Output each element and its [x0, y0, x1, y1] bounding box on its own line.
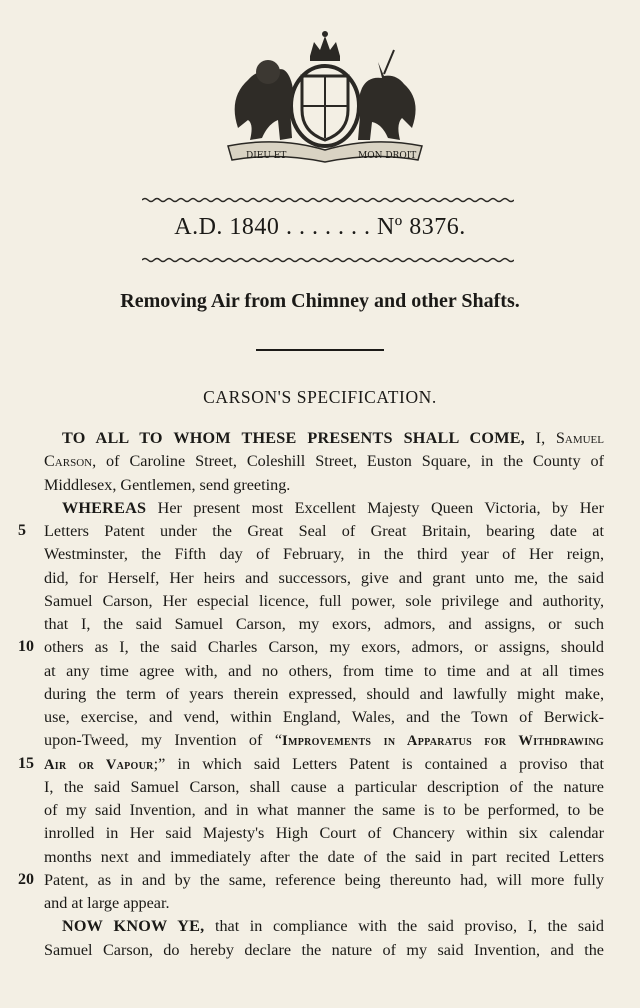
text-line	[44, 683, 604, 706]
text-segment: others as I, the said Charles Carson, my exors, admors, or assigns, should	[44, 638, 604, 657]
text-line	[44, 497, 604, 520]
text-line	[44, 567, 604, 590]
royal-coat-of-arms-icon	[218, 28, 432, 166]
motto-right: MON DROIT	[358, 151, 417, 161]
text-line	[44, 450, 604, 473]
text-line	[44, 613, 604, 636]
text-line	[44, 939, 604, 962]
text-segment: I, the said Samuel Carson, shall cause a particular description of the nature	[44, 777, 604, 796]
text-segment: during the term of years therein expressed, should and lawfully might make,	[44, 684, 604, 703]
text-line	[44, 753, 604, 776]
text-line	[44, 892, 604, 915]
margin-line-number: 10	[18, 638, 34, 656]
text-line	[44, 869, 604, 892]
text-segment: Carson,	[44, 452, 97, 471]
text-segment: Samuel	[555, 429, 604, 447]
text-line	[44, 427, 604, 450]
text-segment: Letters Patent under the Great Seal of Great Britain, bearing date at	[44, 522, 604, 540]
text-line	[44, 636, 604, 659]
text-line	[44, 520, 604, 543]
text-segment: upon-Tweed, my Invention of “	[44, 731, 283, 750]
text-segment: and at large appear.	[44, 894, 170, 912]
margin-line-number: 20	[18, 870, 34, 888]
text-segment: Improvements in Apparatus for Withdrawing	[282, 733, 604, 750]
specification-heading: CARSON'S SPECIFICATION.	[203, 387, 437, 407]
text-segment: WHEREAS	[62, 498, 147, 517]
text-segment: Samuel Carson, Her especial licence, full power, sole privilege and authority,	[44, 591, 604, 610]
document-title: Removing Air from Chimney and other Shafts.	[120, 290, 520, 312]
text-line	[44, 776, 604, 799]
text-segment: that in compliance with the said proviso, I, the said	[204, 917, 605, 936]
text-segment: of Caroline Street, Coleshill Street, Euston Square, in the County of	[96, 452, 604, 471]
text-segment: Middlesex, Gentlemen, send greeting.	[44, 475, 291, 494]
text-segment: at any time agree with, and no others, from time to time and at all times	[44, 661, 604, 680]
text-segment: Patent, as in and by the same, reference being thereunto had, will more fully	[44, 870, 604, 889]
text-segment: did, for Herself, Her heirs and successors, give and grant unto me, the said	[44, 568, 604, 587]
text-segment: that I, the said Samuel Carson, my exors, admors, and assigns, or such	[44, 615, 604, 633]
text-segment: Samuel Carson, do hereby declare the nature of my said Invention, and the	[44, 940, 604, 959]
title-divider	[256, 349, 384, 351]
text-line	[44, 660, 604, 683]
text-segment: months next and immediately after the date of the said in part recited Letters	[44, 847, 604, 866]
text-segment: ;” in which said Letters Patent is contained a proviso that	[153, 754, 605, 773]
text-line	[44, 474, 604, 497]
text-segment: of my said Invention, and in what manner the same is to be performed, to be	[44, 801, 604, 819]
text-line	[44, 846, 604, 869]
specification-body	[44, 427, 604, 962]
text-segment: I,	[524, 429, 556, 447]
text-line	[44, 799, 604, 822]
margin-line-number: 5	[18, 522, 26, 539]
text-line	[44, 706, 604, 729]
ornamental-rule-bottom	[142, 257, 514, 263]
text-segment: use, exercise, and vend, within England, Wales, and the Town of Berwick-	[44, 708, 604, 726]
text-segment: Her present most Excellent Majesty Queen Victoria, by Her	[146, 498, 604, 517]
motto-left: DIEU ET	[246, 151, 287, 161]
patent-year: A.D. 1840	[174, 214, 280, 240]
text-segment: inrolled in Her said Majesty's High Court of Chancery within six calendar	[44, 824, 604, 843]
text-line	[44, 543, 604, 566]
patent-number: Nº 8376.	[376, 214, 466, 240]
text-line	[44, 729, 604, 752]
margin-line-number: 15	[18, 754, 34, 772]
text-line	[44, 822, 604, 845]
text-line	[44, 590, 604, 613]
text-segment: Westminster, the Fifth day of February, in the third year of Her reign,	[44, 545, 604, 564]
text-segment: Air or Vapour	[44, 756, 154, 773]
text-segment: TO ALL TO WHOM THESE PRESENTS SHALL COME,	[62, 429, 525, 447]
header-dots: . . . . . . .	[285, 214, 371, 240]
text-line	[44, 915, 604, 938]
text-segment: NOW KNOW YE,	[62, 917, 205, 936]
patent-header	[0, 214, 640, 241]
ornamental-rule-top	[142, 197, 514, 203]
